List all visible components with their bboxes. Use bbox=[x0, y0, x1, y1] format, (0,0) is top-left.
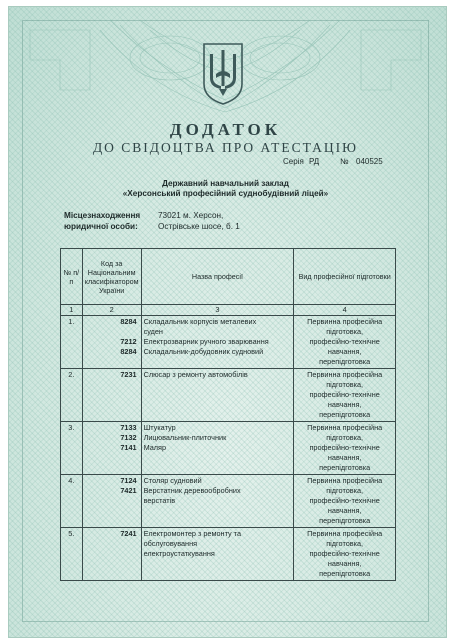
column-number: 2 bbox=[82, 305, 141, 316]
profession-name: Штукатур bbox=[143, 423, 176, 432]
trident-emblem-icon bbox=[200, 40, 246, 106]
profession-code: 7132 bbox=[120, 433, 137, 442]
training-type: перепідготовка bbox=[319, 516, 371, 525]
code-cell bbox=[82, 369, 141, 422]
training-type: навчання, bbox=[327, 453, 362, 462]
profession-code: 7241 bbox=[120, 529, 137, 538]
profession-cell bbox=[141, 528, 294, 581]
column-number-row bbox=[61, 305, 396, 316]
training-type: Первинна професійна bbox=[307, 529, 383, 538]
training-type: професійно-технічне bbox=[309, 496, 380, 505]
header-code: Код за Національним класифікатором України bbox=[82, 249, 141, 305]
training-cell bbox=[294, 316, 396, 369]
training-type: навчання, bbox=[327, 347, 362, 356]
profession-code: 7141 bbox=[120, 443, 137, 452]
profession-code: 8284 bbox=[120, 347, 137, 356]
table-row bbox=[61, 316, 396, 369]
profession-name: Маляр bbox=[143, 443, 167, 452]
series-label: Серія bbox=[283, 157, 304, 166]
training-cell bbox=[294, 528, 396, 581]
header-training: Вид професійної підготовки bbox=[294, 249, 396, 305]
profession-code: 8284 bbox=[120, 317, 137, 326]
row-number: 1. bbox=[61, 316, 83, 369]
profession-name: Слюсар з ремонту автомобілів bbox=[143, 370, 248, 379]
location-value-line2: Острівське шосе, б. 1 bbox=[158, 222, 240, 231]
institution-line1: Державний навчальний заклад bbox=[162, 179, 289, 188]
training-type: підготовка, bbox=[326, 327, 364, 336]
location-label-line2: юридичної особи: bbox=[64, 222, 138, 231]
row-number: 5. bbox=[61, 528, 83, 581]
profession-cell bbox=[141, 316, 294, 369]
training-type: навчання, bbox=[327, 400, 362, 409]
professions-table bbox=[60, 248, 396, 581]
training-type: підготовка, bbox=[326, 486, 364, 495]
profession-name: Електромонтер з ремонту та bbox=[143, 529, 241, 538]
profession-name: Складальник корпусів металевих bbox=[143, 317, 257, 326]
profession-name: Складальник-добудовник судновий bbox=[143, 347, 264, 356]
profession-name: верстатів bbox=[143, 496, 176, 505]
header-profession: Назва професії bbox=[141, 249, 294, 305]
code-cell bbox=[82, 316, 141, 369]
profession-cell bbox=[141, 369, 294, 422]
training-type: Первинна професійна bbox=[307, 476, 383, 485]
table-header-row bbox=[61, 249, 396, 305]
training-cell bbox=[294, 422, 396, 475]
training-type: Первинна професійна bbox=[307, 370, 383, 379]
code-cell bbox=[82, 475, 141, 528]
training-cell bbox=[294, 369, 396, 422]
profession-name: Верстатник деревообробних bbox=[143, 486, 241, 495]
training-type: професійно-технічне bbox=[309, 337, 380, 346]
document-title: ДОДАТОК bbox=[169, 120, 282, 139]
training-type: підготовка, bbox=[326, 539, 364, 548]
institution-line2: «Херсонський професійний суднобудівний ліцей» bbox=[122, 189, 329, 198]
training-type: Первинна професійна bbox=[307, 317, 383, 326]
row-number: 3. bbox=[61, 422, 83, 475]
training-type: навчання, bbox=[327, 506, 362, 515]
column-number: 4 bbox=[294, 305, 396, 316]
location-value-line1: 73021 м. Херсон, bbox=[158, 211, 224, 220]
training-type: перепідготовка bbox=[319, 410, 371, 419]
training-type: Первинна професійна bbox=[307, 423, 383, 432]
profession-name: Електрозварник ручного зварювання bbox=[143, 337, 269, 346]
profession-cell bbox=[141, 422, 294, 475]
table-row bbox=[61, 475, 396, 528]
profession-name: електроустаткування bbox=[143, 549, 215, 558]
location-label-line1: Місцезнаходження bbox=[64, 211, 141, 220]
profession-name: Лицювальник-плиточник bbox=[143, 433, 227, 442]
profession-cell bbox=[141, 475, 294, 528]
profession-code: 7133 bbox=[120, 423, 137, 432]
training-cell bbox=[294, 475, 396, 528]
training-type: професійно-технічне bbox=[309, 390, 380, 399]
code-cell bbox=[82, 422, 141, 475]
series-value: РД bbox=[309, 157, 320, 166]
profession-name: обслуговування bbox=[143, 539, 198, 548]
table-row bbox=[61, 369, 396, 422]
training-type: перепідготовка bbox=[319, 463, 371, 472]
number-value: 040525 bbox=[356, 157, 383, 166]
header-number: № п/п bbox=[61, 249, 83, 305]
table-row bbox=[61, 528, 396, 581]
column-number: 3 bbox=[141, 305, 294, 316]
profession-code: 7231 bbox=[120, 370, 137, 379]
training-type: підготовка, bbox=[326, 380, 364, 389]
profession-code: 7421 bbox=[120, 486, 137, 495]
profession-name: суден bbox=[143, 327, 163, 336]
training-type: перепідготовка bbox=[319, 357, 371, 366]
training-type: перепідготовка bbox=[319, 569, 371, 578]
training-type: підготовка, bbox=[326, 433, 364, 442]
profession-code: 7212 bbox=[120, 337, 137, 346]
training-type: професійно-технічне bbox=[309, 549, 380, 558]
profession-name: Столяр судновий bbox=[143, 476, 202, 485]
number-label: № bbox=[340, 157, 349, 166]
column-number: 1 bbox=[61, 305, 83, 316]
table-row bbox=[61, 422, 396, 475]
row-number: 2. bbox=[61, 369, 83, 422]
document-subtitle: ДО СВІДОЦТВА ПРО АТЕСТАЦІЮ bbox=[92, 140, 359, 155]
profession-code bbox=[85, 327, 137, 337]
row-number: 4. bbox=[61, 475, 83, 528]
code-cell bbox=[82, 528, 141, 581]
training-type: навчання, bbox=[327, 559, 362, 568]
profession-code: 7124 bbox=[120, 476, 137, 485]
training-type: професійно-технічне bbox=[309, 443, 380, 452]
